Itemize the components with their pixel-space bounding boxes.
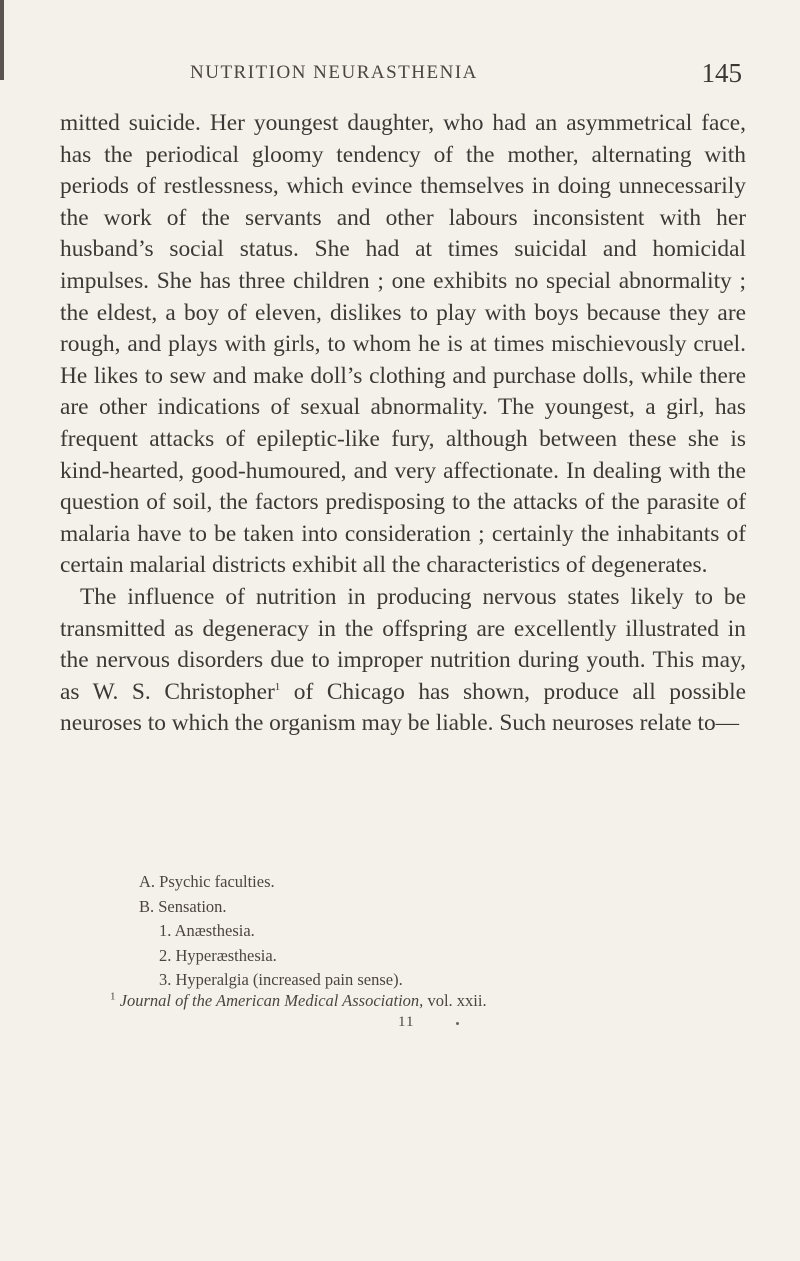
paragraph-2-text-a: The influence of nutrition in producing nervous states likely to be transmitted as degeneracy in the offspring are excellently illustrated in the nervous disorders due to improper nutrition during youth. This may, as W. S. Christopher xyxy=(60,583,746,705)
list-item: 3. Hyperalgia (increased pain sense). xyxy=(159,970,403,989)
footnote-mark: 1 xyxy=(110,990,116,1003)
paragraph-2-text-b: of Chicago has shown, produce all possible neuroses to which the organism may be liable. Such neuroses relate to— xyxy=(60,678,746,737)
footnote xyxy=(110,991,750,1011)
footnote-journal: Journal of the American Medical Association, xyxy=(119,991,424,1010)
footnote-volume: vol. xxii. xyxy=(423,991,487,1010)
signature-dot xyxy=(456,1022,459,1025)
running-head: NUTRITION NEURASTHENIA xyxy=(190,62,478,83)
body-text xyxy=(60,108,746,740)
page-number: 145 xyxy=(701,58,742,88)
list-item: A. Psychic faculties. xyxy=(139,872,275,891)
list-item: B. Sensation. xyxy=(139,896,227,916)
footnote-reference: 1 xyxy=(274,680,281,693)
list-item: 2. Hyperæsthesia. xyxy=(159,945,277,965)
list-item: 1. Anæsthesia. xyxy=(159,921,255,940)
printer-signature: 11 xyxy=(398,1014,415,1030)
paragraph-1: mitted suicide. Her youngest daughter, who had an asymmetrical face, has the periodical gloomy tendency of the mother, alternating with periods of restlessness, which evince themselves in doing unnecessarily the work of the servants and other labours inconsistent with her husband’s social status. She had at times suicidal and homicidal impulses. She has three children ; one exhibits no special abnormality ; the eldest, a boy of eleven, dislikes to play with boys because they are rough, and plays with girls, to whom he is at times mischievously cruel. He likes to sew and make doll’s clothing and purchase dolls, while there are other indications of sexual abnormality. The youngest, a girl, has frequent attacks of epileptic-like fury, although between these she is kind-hearted, good-humoured, and very affectionate. In dealing with the question of soil, the factors predisposing to the attacks of the parasite of malaria have to be taken into consideration ; certainly the inhabitants of certain malarial districts exhibit all the characteristics of degenerates. xyxy=(60,110,746,579)
neuroses-list xyxy=(139,870,403,993)
page-edge-line xyxy=(0,0,4,80)
page-header xyxy=(190,58,742,92)
paragraph-2 xyxy=(60,582,746,740)
